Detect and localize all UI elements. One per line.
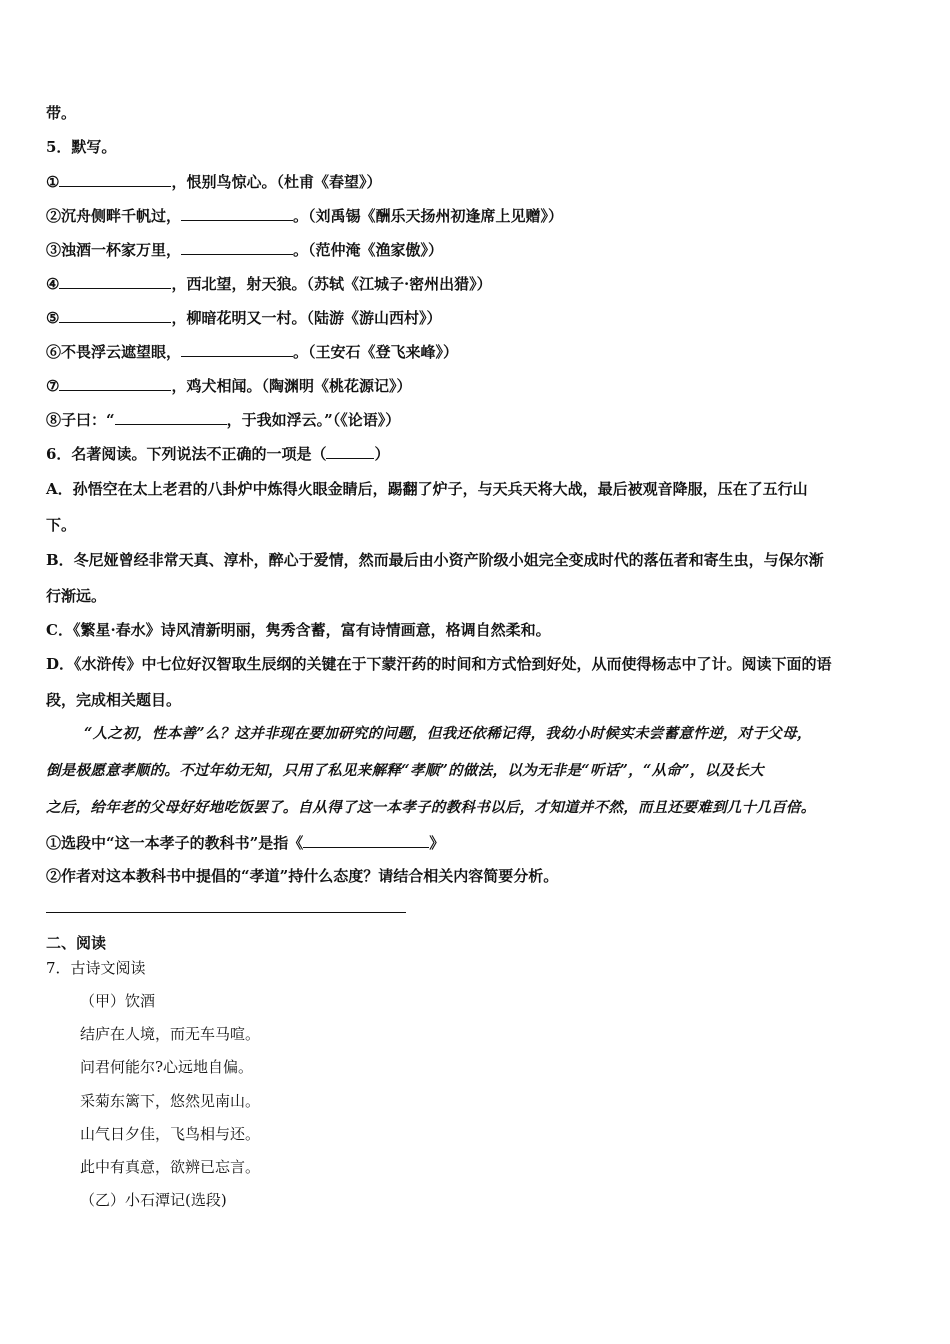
q6-option-a: A．孙悟空在太上老君的八卦炉中炼得火眼金睛后，踢翻了炉子，与天兵天将大战，最后被观音降服，压在了五行山 xyxy=(46,480,808,498)
q6-title-post: ） xyxy=(374,445,390,463)
q4-tail: 带。 xyxy=(46,104,77,122)
q5-item-7 xyxy=(46,375,904,396)
q5-item-5-pre: ⑤ xyxy=(46,309,60,327)
q5-item-8-post: ，于我如浮云。”（《论语》） xyxy=(226,411,401,429)
q6-sub1-pre: ①选段中“这一本孝子的教科书”是指《 xyxy=(46,834,304,852)
q6-sub1 xyxy=(46,832,904,853)
q5-item-1-pre: ① xyxy=(46,173,60,191)
answer-blank[interactable] xyxy=(303,832,429,848)
poem-title: （甲）饮酒 xyxy=(80,992,156,1010)
poem-line: 问君何能尔?心远地自偏。 xyxy=(80,1058,254,1076)
answer-blank[interactable] xyxy=(115,409,227,425)
q6-option-d: D．《水浒传》中七位好汉智取生辰纲的关键在于下蒙汗药的时间和方式恰到好处，从而使得杨志中了计。阅读下面的语 xyxy=(46,655,832,673)
q5-item-8 xyxy=(46,409,904,430)
q5-item-4-post: ，西北望，射天狼。（苏轼《江城子·密州出猎》） xyxy=(171,275,492,293)
q6-option-b: B．冬尼娅曾经非常天真、淳朴，醉心于爱情，然而最后由小资产阶级小姐完全变成时代的落伍者和寄生虫，与保尔渐 xyxy=(46,551,824,569)
q6-title-pre: 6．名著阅读。下列说法不正确的一项是（ xyxy=(46,445,327,463)
q5-item-2 xyxy=(46,205,904,226)
q5-item-3-pre: ③浊酒一杯家万里， xyxy=(46,241,182,259)
answer-blank[interactable] xyxy=(59,273,171,289)
answer-blank[interactable] xyxy=(181,341,293,357)
answer-blank[interactable] xyxy=(181,239,293,255)
q6-option-b-cont: 行渐远。 xyxy=(46,587,107,605)
q5-item-6-post: 。（王安石《登飞来峰》） xyxy=(293,343,459,361)
passage-line: 之后，给年老的父母好好地吃饭罢了。自从得了这一本孝子的教科书以后，才知道并不然，而且还要难到几十几百倍。 xyxy=(46,799,816,816)
q5-item-4 xyxy=(46,273,904,294)
q5-item-4-pre: ④ xyxy=(46,275,60,293)
answer-blank[interactable] xyxy=(59,171,171,187)
passage-line: 倒是极愿意孝顺的。不过年幼无知，只用了私见来解释“孝顺”的做法，以为无非是“听话”，“从命”，以及长大 xyxy=(46,762,764,779)
answer-line[interactable] xyxy=(46,912,406,913)
q6-sub2: ②作者对这本教科书中提倡的“孝道”持什么态度？请结合相关内容简要分析。 xyxy=(46,867,559,885)
q5-item-2-post: 。（刘禹锡《酬乐天扬州初逢席上见赠》） xyxy=(293,207,564,225)
q5-item-6 xyxy=(46,341,904,362)
q5-item-2-pre: ②沉舟侧畔千帆过， xyxy=(46,207,182,225)
answer-blank[interactable] xyxy=(181,205,293,221)
section-title: 二、阅读 xyxy=(46,934,107,952)
answer-blank[interactable] xyxy=(59,307,171,323)
poem-line: 此中有真意，欲辨已忘言。 xyxy=(80,1158,261,1176)
q5-item-1 xyxy=(46,171,904,192)
q5-item-1-post: ，恨别鸟惊心。（杜甫《春望》） xyxy=(171,173,382,191)
next-passage-title: （乙）小石潭记(选段) xyxy=(80,1191,227,1209)
q6-title xyxy=(46,443,904,464)
q5-item-7-pre: ⑦ xyxy=(46,377,60,395)
q7-title: 7．古诗文阅读 xyxy=(46,959,146,977)
q6-option-a-cont: 下。 xyxy=(46,516,77,534)
poem-line: 采菊东篱下，悠然见南山。 xyxy=(80,1092,261,1110)
q6-sub1-post: 》 xyxy=(429,834,445,852)
q5-item-5-post: ，柳暗花明又一村。（陆游《游山西村》） xyxy=(171,309,442,327)
q5-item-8-pre: ⑧子曰：“ xyxy=(46,411,115,429)
q5-item-7-post: ，鸡犬相闻。（陶渊明《桃花源记》） xyxy=(171,377,412,395)
q5-item-3-post: 。（范仲淹《渔家傲》） xyxy=(293,241,444,259)
q5-title: 5．默写。 xyxy=(46,138,117,156)
answer-blank[interactable] xyxy=(326,443,374,459)
q6-option-d-cont: 段，完成相关题目。 xyxy=(46,691,182,709)
answer-blank[interactable] xyxy=(59,375,171,391)
q5-item-6-pre: ⑥不畏浮云遮望眼， xyxy=(46,343,182,361)
q6-option-c: C．《繁星·春水》诗风清新明丽，隽秀含蓄，富有诗情画意，格调自然柔和。 xyxy=(46,621,551,639)
poem-line: 结庐在人境，而无车马喧。 xyxy=(80,1025,261,1043)
passage-line: “人之初，性本善”么？这并非现在要加研究的问题，但我还依稀记得，我幼小时候实未尝蓄意忤逆，对于父母， xyxy=(84,725,812,742)
poem-line: 山气日夕佳，飞鸟相与还。 xyxy=(80,1125,261,1143)
q5-item-3 xyxy=(46,239,904,260)
q5-item-5 xyxy=(46,307,904,328)
